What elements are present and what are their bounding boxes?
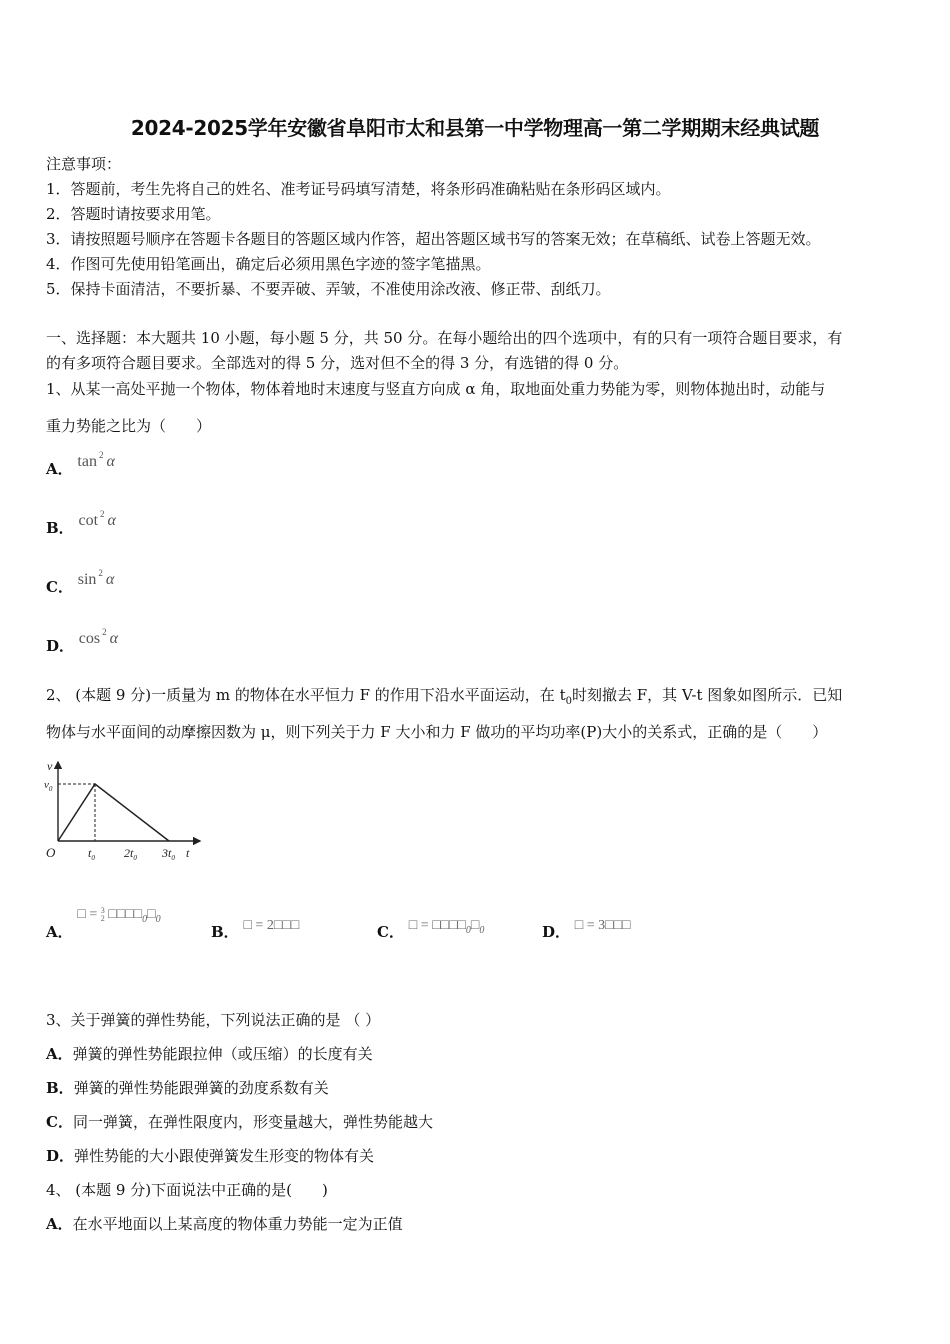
math-expression: sin $^2$ α (77, 567, 115, 588)
question-3-stem: 3、关于弹簧的弹性势能，下列说法正确的是 （ ） (46, 1011, 381, 1029)
math-expression: □ = 2□□□ (243, 918, 300, 933)
section-intro: 的有多项符合题目要求。全部选对的得 5 分，选对但不全的得 3 分，有选错的得 0 分。 (46, 354, 629, 372)
notice-item: 2．答题时请按要求用笔。 (46, 205, 221, 223)
question-1-option-d: D． cos $^2$ α (46, 626, 119, 655)
question-2-option-a: A． □ = 3 2 $□□□□_0□_0$ (46, 905, 161, 941)
question-1-option-a: A． tan $^2$ α (46, 449, 115, 478)
question-3-option-c: C．同一弹簧，在弹性限度内，形变量越大，弹性势能越大 (46, 1113, 433, 1131)
tick-label: $3t_0$ (162, 846, 175, 862)
page-title: 2024-2025学年安徽省阜阳市太和县第一中学物理高一第二学期期末经典试题 (130, 116, 820, 140)
section-intro: 一、选择题：本大题共 10 小题，每小题 5 分，共 50 分。在每小题给出的四个选项中，有的只有一项符合题目要求，有 (46, 329, 843, 347)
t-axis-label: t (186, 846, 190, 860)
math-expression: □ = $□□□□_0□_0$ (408, 918, 485, 936)
tick-label: $t_0$ (88, 846, 95, 862)
notice-item: 1．答题前，考生先将自己的姓名、准考证号码填写清楚，将条形码准确粘贴在条形码区域内。 (46, 180, 671, 198)
question-2-option-c: C． □ = $□□□□_0□_0$ (377, 918, 485, 941)
v-axis-label: v (47, 759, 53, 773)
question-3-option-d: D．弹性势能的大小跟使弹簧发生形变的物体有关 (46, 1147, 375, 1165)
question-2-stem: 2、 (本题 9 分)一质量为 m 的物体在水平恒力 F 的作用下沿水平面运动，在 $t_0$时刻撤去 F，其 V-t 图象如图所示．已知 (46, 686, 843, 707)
question-2-stem: 物体与水平面间的动摩擦因数为 μ，则下列关于力 F 大小和力 F 做功的平均功率(P)大小的关系式，正确的是（ ） (46, 723, 828, 741)
math-expression: cos $^2$ α (78, 626, 119, 647)
vt-graph (44, 758, 204, 866)
notice-heading: 注意事项： (46, 155, 122, 173)
question-1-option-c: C． sin $^2$ α (46, 567, 115, 596)
notice-item: 5．保持卡面清洁，不要折暴、不要弄破、弄皱，不准使用涂改液、修正带、刮纸刀。 (46, 280, 611, 298)
question-1-option-b: B． cot $^2$ α (46, 508, 116, 537)
notice-item: 4．作图可先使用铅笔画出，确定后必须用黑色字迹的签字笔描黑。 (46, 255, 491, 273)
math-expression: □ = 3□□□ (574, 918, 631, 933)
math-expression: tan $^2$ α (77, 449, 115, 470)
question-4-stem: 4、 (本题 9 分)下面说法中正确的是( ) (46, 1181, 328, 1199)
tick-label: $2t_0$ (124, 846, 137, 862)
question-2-option-b: B． □ = 2□□□ (211, 918, 300, 941)
question-2-option-d: D． □ = 3□□□ (542, 918, 631, 941)
question-4-option-a: A．在水平地面以上某高度的物体重力势能一定为正值 (46, 1215, 403, 1233)
math-expression: □ = 3 2 $□□□□_0□_0$ (77, 905, 161, 925)
notice-item: 3．请按照题号顺序在答题卡各题目的答题区域内作答，超出答题区域书写的答案无效；在草稿纸、试卷上答题无效。 (46, 230, 821, 248)
v0-label: $v_0$ (44, 779, 53, 793)
question-3-option-a: A．弹簧的弹性势能跟拉伸（或压缩）的长度有关 (46, 1045, 373, 1063)
origin-label: O (46, 845, 56, 860)
question-3-option-b: B．弹簧的弹性势能跟弹簧的劲度系数有关 (46, 1079, 329, 1097)
question-1-stem: 重力势能之比为（ ） (46, 417, 212, 435)
velocity-curve (58, 784, 169, 841)
math-expression: cot $^2$ α (78, 508, 116, 529)
question-1-stem: 1、从某一高处平抛一个物体，物体着地时末速度与竖直方向成 α 角，取地面处重力势能为零，则物体抛出时，动能与 (46, 380, 826, 398)
